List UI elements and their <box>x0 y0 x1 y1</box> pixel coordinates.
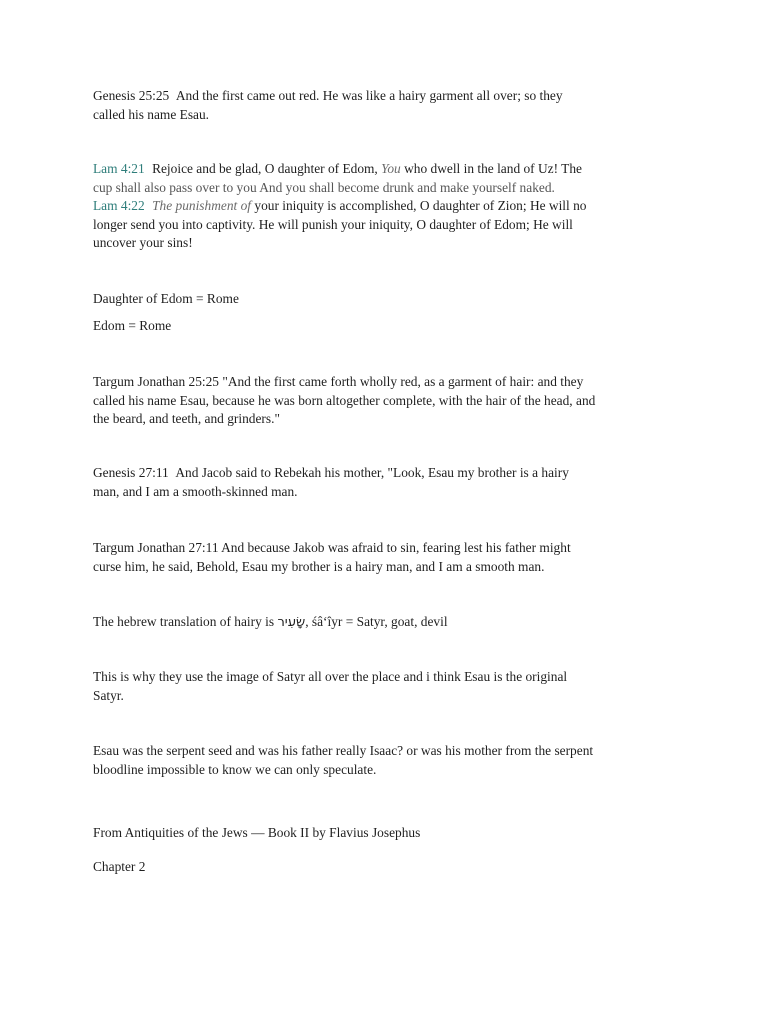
verse-reference-link[interactable]: Lam 4:21 <box>93 161 145 176</box>
body-text: , śâʻîyr = Satyr, goat, devil <box>305 614 448 629</box>
paragraph-chapter-heading <box>93 858 683 877</box>
body-text: Targum Jonathan 25:25 "And the first came forth wholly red, as a garment of hair: and they <box>93 374 584 389</box>
paragraph-hebrew-translation <box>93 613 683 633</box>
paragraph-genesis-27-11 <box>93 464 683 501</box>
verse-text: Rejoice and be glad, O daughter of Edom, <box>152 161 378 176</box>
verse-text: who dwell in the land of Uz! The <box>404 161 582 176</box>
verse-reference: Genesis 25:25 <box>93 88 170 103</box>
body-text: The hebrew translation of hairy is <box>93 614 275 629</box>
verse-italic-text: The punishment of <box>152 198 252 213</box>
body-text: Targum Jonathan 27:11 And because Jakob was afraid to sin, fearing lest his father might <box>93 540 571 555</box>
paragraph-targum-27-11 <box>93 539 683 576</box>
body-text: From Antiquities of the Jews — Book II by Flavius Josephus <box>93 825 421 840</box>
verse-text: your iniquity is accomplished, O daughter of Zion; He will no <box>254 198 587 213</box>
hebrew-word: שָׂעִיר <box>277 615 306 630</box>
verse-text: And the first came out red. He was like a hairy garment all over; so they <box>175 88 563 103</box>
verse-text: cup shall also pass over to you And you shall become drunk and make yourself naked. <box>93 179 555 195</box>
paragraph-targum-25-25 <box>93 373 683 429</box>
body-text: the beard, and teeth, and grinders." <box>93 411 280 426</box>
body-text: curse him, he said, Behold, Esau my brother is a hairy man, and I am a smooth man. <box>93 558 545 574</box>
body-text: Edom = Rome <box>93 318 172 333</box>
verse-text: man, and I am a smooth-skinned man. <box>93 483 298 499</box>
verse-text: And Jacob said to Rebekah his mother, "Look, Esau my brother is a hairy <box>175 465 569 480</box>
paragraph-edom-rome <box>93 317 683 336</box>
verse-text: called his name Esau. <box>93 106 210 122</box>
paragraph-antiquities-heading <box>93 824 683 843</box>
verse-italic-text: You <box>381 161 401 176</box>
verse-text: uncover your sins! <box>93 235 193 250</box>
paragraph-satyr <box>93 668 683 705</box>
paragraph-lam-4-21 <box>93 160 683 197</box>
verse-text: longer send you into captivity. He will punish your iniquity, O daughter of Edom; He will <box>93 216 573 232</box>
body-text: Satyr. <box>93 687 124 703</box>
body-text: Esau was the serpent seed and was his father really Isaac? or was his mother from the serpent <box>93 743 594 758</box>
chapter-title: Chapter 2 <box>93 859 146 874</box>
body-text: This is why they use the image of Satyr all over the place and i think Esau is the original <box>93 669 568 684</box>
paragraph-daughter-of-edom <box>93 290 683 309</box>
paragraph-serpent-seed <box>93 742 683 779</box>
verse-reference-link[interactable]: Lam 4:22 <box>93 198 145 213</box>
body-text: called his name Esau, because he was born altogether complete, with the hair of the head, and <box>93 392 596 408</box>
body-text: bloodline impossible to know we can only speculate. <box>93 761 377 777</box>
paragraph-lam-4-22 <box>93 197 683 253</box>
body-text: Daughter of Edom = Rome <box>93 291 239 306</box>
verse-reference: Genesis 27:11 <box>93 465 169 480</box>
paragraph-genesis-25-25 <box>93 87 683 124</box>
